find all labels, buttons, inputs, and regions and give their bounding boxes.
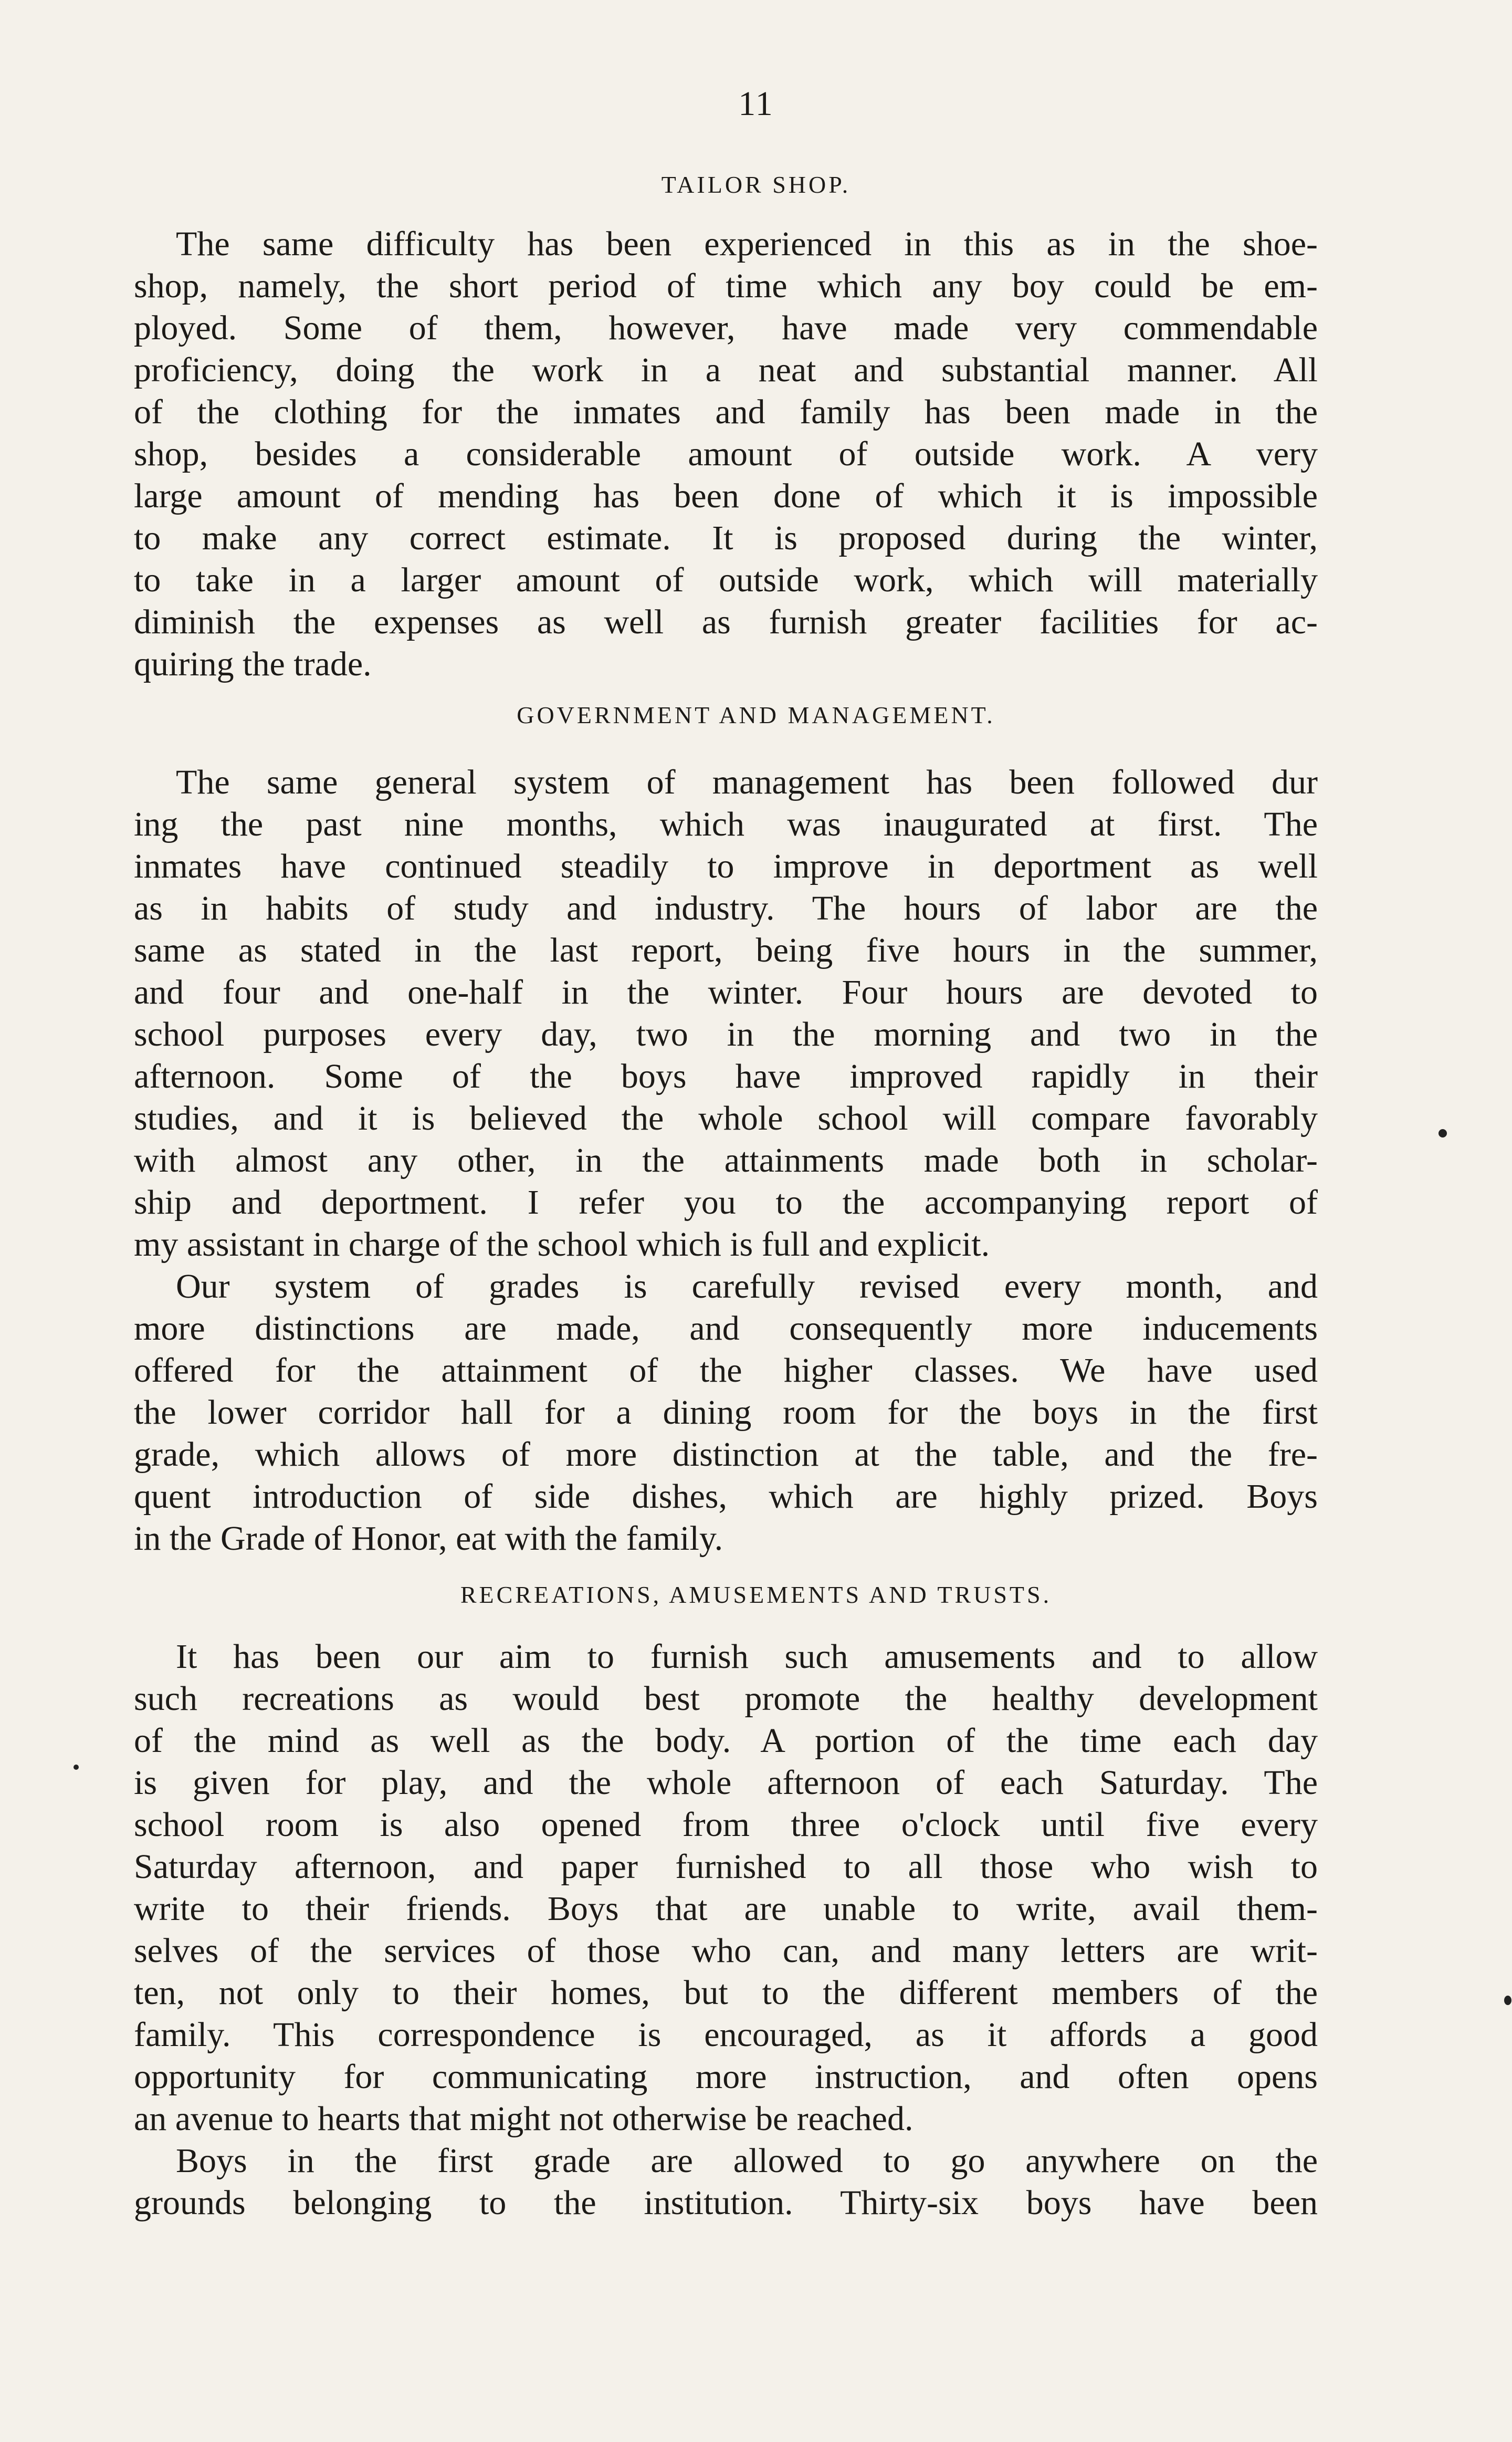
text-line: inmates have continued steadily to improve in deportment as well: [134, 847, 1318, 885]
text-line: The same difficulty has been experienced in this as in the shoe-: [176, 225, 1318, 263]
text-line: the lower corridor hall for a dining room for the boys in the first: [134, 1393, 1318, 1432]
ink-spot: [1504, 1996, 1511, 2005]
section-heading-government-and-management: GOVERNMENT AND MANAGEMENT.: [517, 702, 995, 728]
text-line: diminish the expenses as well as furnish greater facilities for ac-: [134, 603, 1318, 641]
text-line: selves of the services of those who can, and many letters are writ-: [134, 1932, 1318, 1970]
text-line: quent introduction of side dishes, which are highly prized. Boys: [134, 1477, 1318, 1516]
text-line: grade, which allows of more distinction at the table, and the fre-: [134, 1435, 1318, 1474]
text-line: Saturday afternoon, and paper furnished to all those who wish to: [134, 1848, 1318, 1886]
text-line: Boys in the first grade are allowed to go anywhere on the: [176, 2142, 1318, 2180]
text-line: opportunity for communicating more instruction, and often opens: [134, 2058, 1318, 2096]
text-line: such recreations as would best promote the healthy development: [134, 1679, 1318, 1718]
ink-spot: [74, 1765, 79, 1770]
text-line: The same general system of management has been followed dur: [176, 763, 1318, 801]
ink-spot: [1438, 1129, 1447, 1137]
text-line: offered for the attainment of the higher classes. We have used: [134, 1351, 1318, 1390]
text-line: and four and one-half in the winter. Four hours are devoted to: [134, 973, 1318, 1011]
text-line: write to their friends. Boys that are unable to write, avail them-: [134, 1890, 1318, 1928]
page-number: 11: [738, 85, 774, 123]
section-heading-tailor-shop: TAILOR SHOP.: [661, 171, 851, 198]
text-line: as in habits of study and industry. The hours of labor are the: [134, 889, 1318, 927]
text-line: It has been our aim to furnish such amusements and to allow: [176, 1637, 1318, 1676]
text-line: studies, and it is believed the whole school will compare favorably: [134, 1099, 1318, 1137]
text-line: an avenue to hearts that might not otherwise be reached.: [134, 2100, 914, 2138]
text-line: school room is also opened from three o'clock until five every: [134, 1806, 1318, 1844]
text-line: school purposes every day, two in the morning and two in the: [134, 1015, 1318, 1053]
text-line: ten, not only to their homes, but to the different members of the: [134, 1974, 1318, 2012]
text-line: ship and deportment. I refer you to the accompanying report of: [134, 1183, 1318, 1222]
text-line: shop, namely, the short period of time which any boy could be em-: [134, 267, 1318, 305]
text-line: shop, besides a considerable amount of outside work. A very: [134, 435, 1318, 473]
text-line: grounds belonging to the institution. Thirty-six boys have been: [134, 2184, 1318, 2222]
text-line: ployed. Some of them, however, have made very commendable: [134, 309, 1318, 347]
text-line: in the Grade of Honor, eat with the family.: [134, 1519, 723, 1558]
text-line: of the mind as well as the body. A portion of the time each day: [134, 1721, 1318, 1760]
text-line: Our system of grades is carefully revised every month, and: [176, 1267, 1318, 1306]
text-line: is given for play, and the whole afternoon of each Saturday. The: [134, 1763, 1318, 1802]
text-line: of the clothing for the inmates and family has been made in the: [134, 393, 1318, 431]
text-line: large amount of mending has been done of which it is impossible: [134, 477, 1318, 515]
text-line: with almost any other, in the attainments made both in scholar-: [134, 1141, 1318, 1180]
text-line: family. This correspondence is encouraged, as it affords a good: [134, 2016, 1318, 2054]
text-line: same as stated in the last report, being five hours in the summer,: [134, 931, 1318, 969]
text-line: my assistant in charge of the school which is full and explicit.: [134, 1225, 990, 1264]
section-heading-recreations-amusements-trusts: RECREATIONS, AMUSEMENTS AND TRUSTS.: [460, 1581, 1052, 1608]
text-line: ing the past nine months, which was inaugurated at first. The: [134, 805, 1318, 843]
text-line: to make any correct estimate. It is proposed during the winter,: [134, 519, 1318, 557]
text-line: quiring the trade.: [134, 645, 372, 683]
text-line: more distinctions are made, and consequently more inducements: [134, 1309, 1318, 1348]
text-line: afternoon. Some of the boys have improved rapidly in their: [134, 1057, 1318, 1095]
text-line: proficiency, doing the work in a neat and substantial manner. All: [134, 351, 1318, 389]
text-line: to take in a larger amount of outside work, which will materially: [134, 561, 1318, 599]
